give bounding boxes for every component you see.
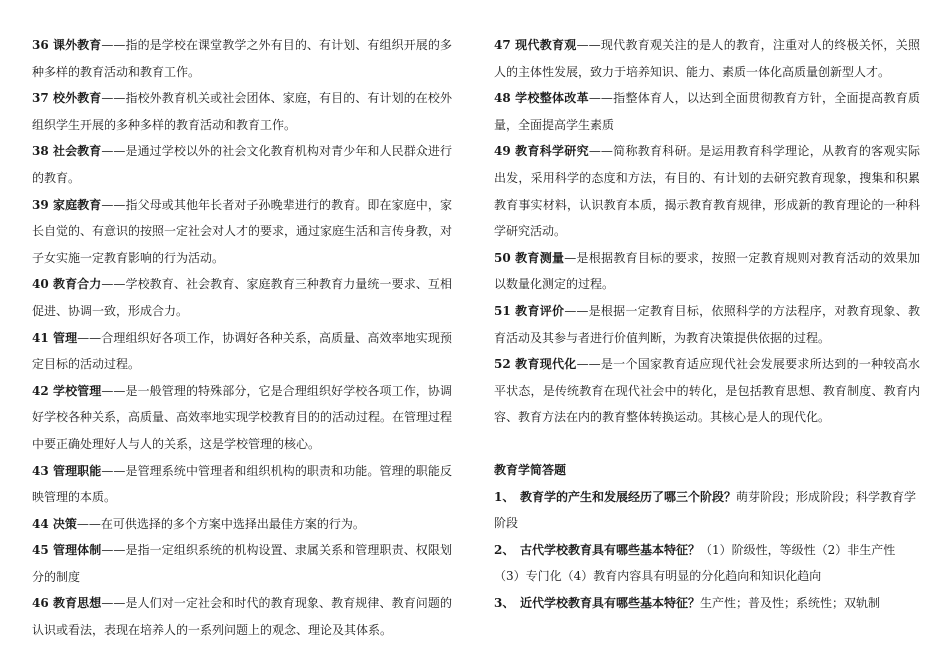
right-column: [494, 32, 920, 616]
entry-text: ——现代教育观关注的是人的教育，注重对人的终极关怀，关照人的主体性发展，致力于培养知识、能力、素质一体化高质量创新型人才。: [494, 38, 920, 79]
definition-entry: [32, 458, 452, 511]
question-text: 教育学的产生和发展经历了哪三个阶段？: [520, 489, 737, 504]
section-title: 教育学简答题: [494, 462, 567, 477]
entry-term: 47 现代教育观: [494, 38, 577, 52]
entry-term: 44 决策: [32, 516, 77, 531]
entry-text: ——指校外教育机关或社会团体、家庭，有目的、有计划的在校外组织学生开展的多种多样的教育活动和教育工作。: [32, 91, 452, 132]
entry-term: 45 管理体制: [32, 543, 102, 558]
entry-text: ——在可供选择的多个方案中选择出最佳方案的行为。: [76, 516, 365, 531]
definition-entry: [32, 325, 452, 378]
definition-entry: [32, 138, 452, 191]
answer-text: （1）阶级性，等级性（2）非生产性（3）专门化（4）教育内容具有明显的分化趋向和知识化趋向: [494, 542, 896, 584]
entry-text: ——是根据一定教育目标，依照科学的方法程序，对教育现象、教育活动及其参与者进行价值判断，为教育决策提供依据的过程。: [494, 303, 920, 345]
definition-entry: [494, 351, 920, 431]
entry-term: 46 教育思想: [32, 596, 102, 611]
answer-text: 萌芽阶段；形成阶段；科学教育学阶段: [494, 489, 917, 531]
definition-entry: [494, 32, 920, 85]
entry-text: ——是管理系统中管理者和组织机构的职责和功能。管理的职能反映管理的本质。: [32, 463, 452, 505]
definition-entry: [32, 537, 452, 590]
question-item: [494, 484, 920, 537]
question-text: 古代学校教育具有哪些基本特征？: [520, 542, 701, 557]
entry-term: 50 教育测量: [494, 250, 565, 265]
entry-term: 51 教育评价: [494, 303, 565, 318]
question-item: [494, 590, 920, 617]
question-number: 2、: [494, 542, 515, 557]
entry-term: 39 家庭教育: [32, 197, 102, 212]
entry-text: ——指父母或其他年长者对子孙晚辈进行的教育。即在家庭中，家长自觉的、有意识的按照一定社会对人才的要求，通过家庭生活和言传身教，对子女实施一定教育影响的行为活动。: [32, 197, 453, 265]
entry-text: ——指的是学校在课堂教学之外有目的、有计划、有组织开展的多种多样的教育活动和教育工作。: [32, 38, 452, 79]
entry-term: 42 学校管理: [32, 383, 102, 398]
entry-term: 49 教育科学研究: [494, 144, 589, 159]
definition-entry: [494, 85, 920, 138]
definition-entry: [32, 590, 452, 643]
definition-entry: [494, 245, 920, 298]
entry-text: ——学校教育、社会教育、家庭教育三种教育力量统一要求、互相促进、协调一致，形成合力。: [32, 277, 452, 318]
definition-entry: [494, 298, 920, 351]
question-text: 近代学校教育具有哪些基本特征？: [520, 595, 701, 610]
entry-term: 40 教育合力: [32, 277, 102, 292]
entry-term: 38 社会教育: [32, 144, 102, 159]
definition-entry: [32, 511, 452, 538]
entry-term: 43 管理职能: [32, 463, 102, 478]
question-number: 3、: [494, 595, 515, 610]
definition-entry: [32, 32, 452, 85]
definition-entry: [32, 192, 452, 272]
definition-entry: [32, 85, 452, 138]
entry-term: 52 教育现代化: [494, 357, 577, 372]
entry-term: 36 课外教育: [32, 38, 102, 52]
definition-entry: [32, 271, 452, 324]
entry-text: —是根据教育目标的要求，按照一定教育规则对教育活动的效果加以数量化测定的过程。: [494, 250, 920, 292]
left-column: [32, 32, 452, 644]
entry-text: ——合理组织好各项工作，协调好各种关系，高质量、高效率地实现预定目标的活动过程。: [32, 330, 452, 372]
entry-text: ——指整体育人，以达到全面贯彻教育方针，全面提高教育质量，全面提高学生素质: [494, 91, 920, 132]
entry-term: 48 学校整体改革: [494, 91, 589, 106]
question-item: [494, 537, 920, 590]
entry-text: ——是一个国家教育适应现代社会发展要求所达到的一种较高水平状态，是传统教育在现代社会中的转化，是包括教育思想、教育制度、教育内容、教育方法在内的教育整体转换运动。其核心是人的现代化。: [494, 357, 920, 425]
entry-term: 37 校外教育: [32, 91, 102, 106]
entry-text: ——简称教育科研。是运用教育科学理论，从教育的客观实际出发，采用科学的态度和方法，有目的、有计划的去研究教育现象，搜集和积累教育事实材料，认识教育本质，揭示教育教育规律，形成新的教育理论的一种科学研究活动。: [494, 144, 920, 239]
answer-text: 生产性；普及性；系统性；双轨制: [700, 595, 881, 610]
question-number: 1、: [494, 489, 515, 504]
entry-text: ——是人们对一定社会和时代的教育现象、教育规律、教育问题的认识或看法，表现在培养人的一系列问题上的观念、理论及其体系。: [32, 596, 452, 638]
definition-entry: [32, 378, 452, 458]
entry-text: ——是通过学校以外的社会文化教育机构对青少年和人民群众进行的教育。: [32, 144, 452, 185]
entry-term: 41 管理: [32, 330, 78, 345]
entry-text: ——是一般管理的特殊部分，它是合理组织好学校各项工作，协调好学校各种关系，高质量、高效率地实现学校教育目的的活动过程。在管理过程中要正确处理好人与人的关系，这是学校管理的核心。: [32, 383, 453, 451]
entry-text: ——是指一定组织系统的机构设置、隶属关系和管理职责、权限划分的制度: [32, 543, 452, 584]
definition-entry: [494, 138, 920, 244]
